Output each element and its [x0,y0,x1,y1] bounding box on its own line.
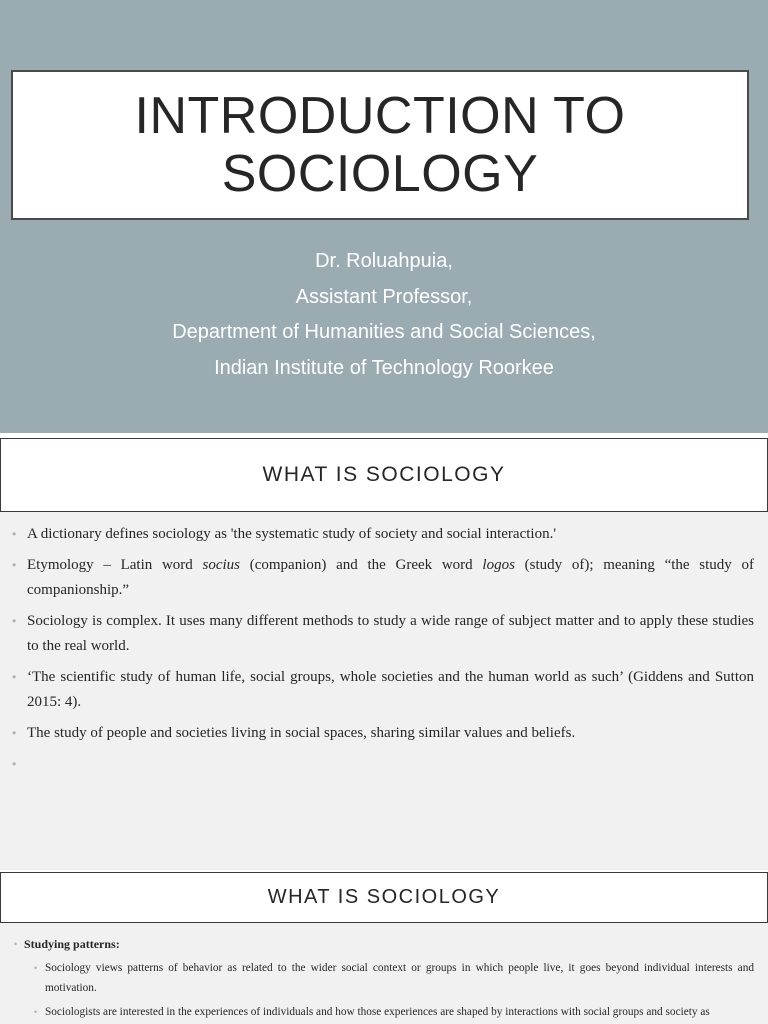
bullet-text: Sociology is complex. It uses many different methods to study a wide range of subject matter and to apply these studies to the real world. [27,613,754,654]
list-item [0,665,768,715]
bullet-dot-icon: • [12,558,17,572]
bullet-list [0,522,768,783]
content-slide-2 [0,872,768,1024]
latin-term: socius [202,557,241,573]
bullet-dot-icon: • [14,939,18,949]
bullet-list [0,934,768,1024]
sub-list-item [0,1002,768,1022]
slide-heading: WHAT IS SOCIOLOGY [262,463,506,486]
greek-term: logos [482,557,515,573]
sub-list-item [0,958,768,998]
title-slide [0,0,768,433]
list-item [0,934,768,954]
title-box [11,70,749,220]
author-position: Assistant Professor, [295,285,473,308]
bullet-text: ‘The scientific study of human life, social groups, whole societies and the human world as such’ (Giddens and Sutton 2015: 4). [27,669,754,710]
slide-header [0,438,768,512]
bullet-dot-icon: • [12,670,17,684]
bullet-dot-icon: • [34,963,38,973]
bullet-text: Etymology – Latin word [27,557,203,573]
author-block [0,244,768,386]
sub-bullet-text: Sociologists are interested in the experiences of individuals and how those experiences are shaped by interactions with social groups and society as [45,1006,710,1018]
list-item [0,609,768,659]
list-item-empty [0,752,768,777]
bullet-text: The study of people and societies living in social spaces, sharing similar values and beliefs. [27,725,576,741]
author-institute: Indian Institute of Technology Roorkee [214,356,554,379]
list-item [0,522,768,547]
bullet-dot-icon: • [12,757,17,771]
bullet-text: (companion) and the Greek word [240,557,483,573]
list-item [0,553,768,603]
slide-heading: WHAT IS SOCIOLOGY [267,886,501,908]
bullet-dot-icon: • [12,726,17,740]
bullet-dot-icon: • [12,614,17,628]
slide-title-line-1: INTRODUCTION TO [134,87,626,145]
bullet-dot-icon: • [34,1007,38,1017]
bullet-dot-icon: • [12,527,17,541]
sub-bullet-text: Sociology views patterns of behavior as related to the wider social context or groups in which people live, it goes beyond individual interests and motivation. [45,962,754,994]
list-item [0,721,768,746]
content-slide-1 [0,438,768,870]
bullet-text: (study of); meaning “the study of companionship.” [27,557,754,598]
bullet-text: Studying patterns: [24,937,120,951]
author-name: Dr. Roluahpuia, [315,250,453,272]
slide-header [0,872,768,923]
author-department: Department of Humanities and Social Sciences, [172,321,596,343]
slide-title-line-2: SOCIOLOGY [221,145,539,203]
bullet-text: A dictionary defines sociology as 'the systematic study of society and social interaction.' [27,526,557,542]
